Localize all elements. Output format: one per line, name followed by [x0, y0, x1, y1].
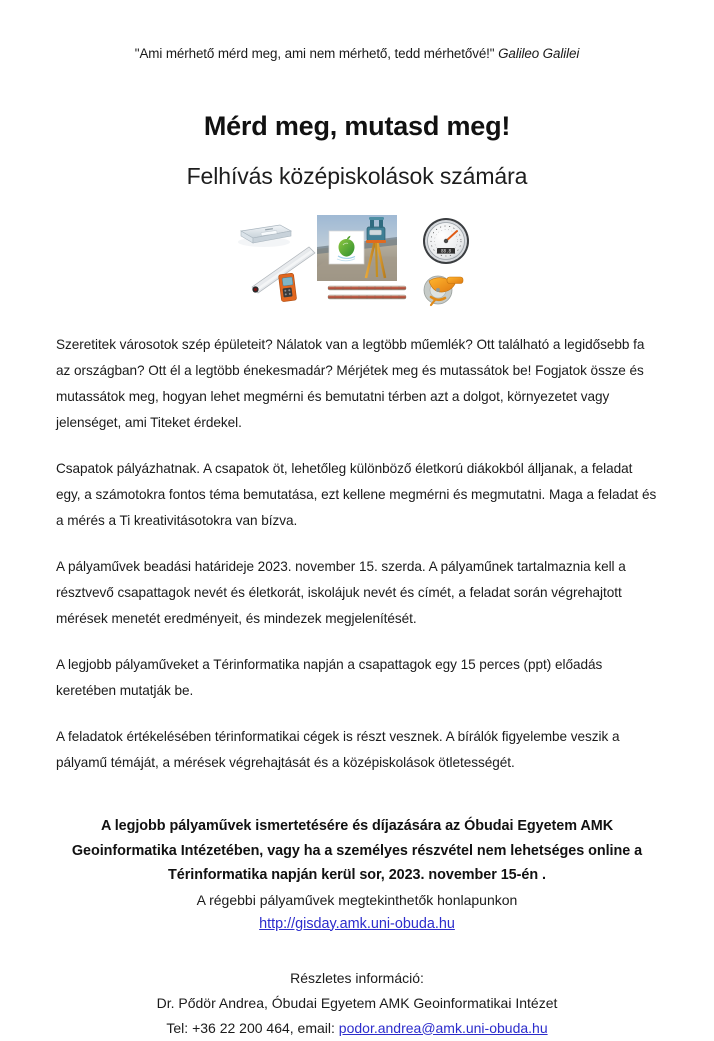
- paragraph-deadline: A pályaművek beadási határideje 2023. november 15. szerda. A pályaműnek tartalmaznia kell a résztvevő csapattagok nevét és életkorát, iskolájuk nevét és címét, a feladat során végrehajtott mérések menetét eredményeit, és mindezek megjelenítését.: [56, 559, 626, 626]
- award-info-text: A legjobb pályaművek ismertetésére és díjazására az Óbudai Egyetem AMK Geoinformatika Intézetében, vagy ha a személyes részvétel nem lehetséges online a Térinformatika napján kerül sor, 2023. november 15-én .: [71, 818, 643, 883]
- contact-phone-email: [47, 1016, 667, 1041]
- page-subtitle: Felhívás középiskolások számára: [186, 163, 528, 189]
- contact-person: Dr. Pődör Andrea, Óbudai Egyetem AMK Geoinformatikai Intézet: [156, 994, 558, 1011]
- website-url-line: [47, 912, 667, 936]
- total-station-photo: [317, 215, 397, 281]
- page-title: Mérd meg, mutasd meg!: [203, 111, 511, 141]
- measurement-tools-illustration: [225, 209, 489, 313]
- quote-author: Galileo Galilei: [498, 46, 580, 61]
- email-link[interactable]: podor.andrea@amk.uni-obuda.hu: [338, 1019, 548, 1036]
- svg-text:88.8: 88.8: [440, 248, 452, 254]
- galilei-quote: [0, 0, 714, 63]
- paragraph-teams: Csapatok pályázhatnak. A csapatok öt, lehetőleg különböző életkorú diákokból álljanak, a feladat egy, a számotokra fontos téma bemutatása, ezt kellene megmérni és megmutatni. Maga a feladat és a mérés a Ti kreativitásotokra van bízva.: [56, 461, 657, 528]
- paragraph-presentation: A legjobb pályaműveket a Térinformatika napján a csapattagok egy 15 perces (ppt) előadás keretében mutatják be.: [56, 657, 603, 698]
- illustration-container: [225, 191, 489, 313]
- paragraph-intro: Szeretitek városotok szép épületeit? Nálatok van a legtöbb műemlék? Ott található a legidősebb fa az országban? Ott él a legtöbb énekesmadár? Mérjétek meg és mutassátok be! Fogjatok össze és mutassátok meg, hogyan lehet megmérni és bemutatni térben azt a dolgot, környezetet vagy jelenséget, ami Titeket érdekel.: [56, 337, 645, 430]
- website-link[interactable]: http://gisday.amk.uni-obuda.hu: [259, 915, 455, 932]
- measuring-rods-icon: [328, 286, 406, 299]
- contact-block: [47, 936, 667, 1041]
- measuring-tape-icon: [424, 276, 463, 305]
- laser-distance-meter-icon: [278, 273, 296, 302]
- paragraph-evaluation: A feladatok értékelésében térinformatikai cégek is részt vesznek. A bírálók figyelembe veszik a pályamű témáját, a mérések végrehajtását és a középiskolások ötletességét.: [56, 729, 620, 770]
- contact-phone-label: Tel: +36 22 200 464, email:: [166, 1019, 339, 1036]
- speedometer-gauge-icon: [423, 218, 469, 264]
- award-info-block: [47, 776, 667, 936]
- archive-label: A régebbi pályaművek megtekinthetők honlapunkon: [196, 891, 518, 908]
- quote-text: "Ami mérhető mérd meg, ami nem mérhető, tedd mérhetővé!": [134, 46, 495, 61]
- digital-scale-icon: [238, 225, 291, 247]
- body-text: [56, 313, 658, 776]
- contact-heading: Részletes információ:: [290, 969, 424, 986]
